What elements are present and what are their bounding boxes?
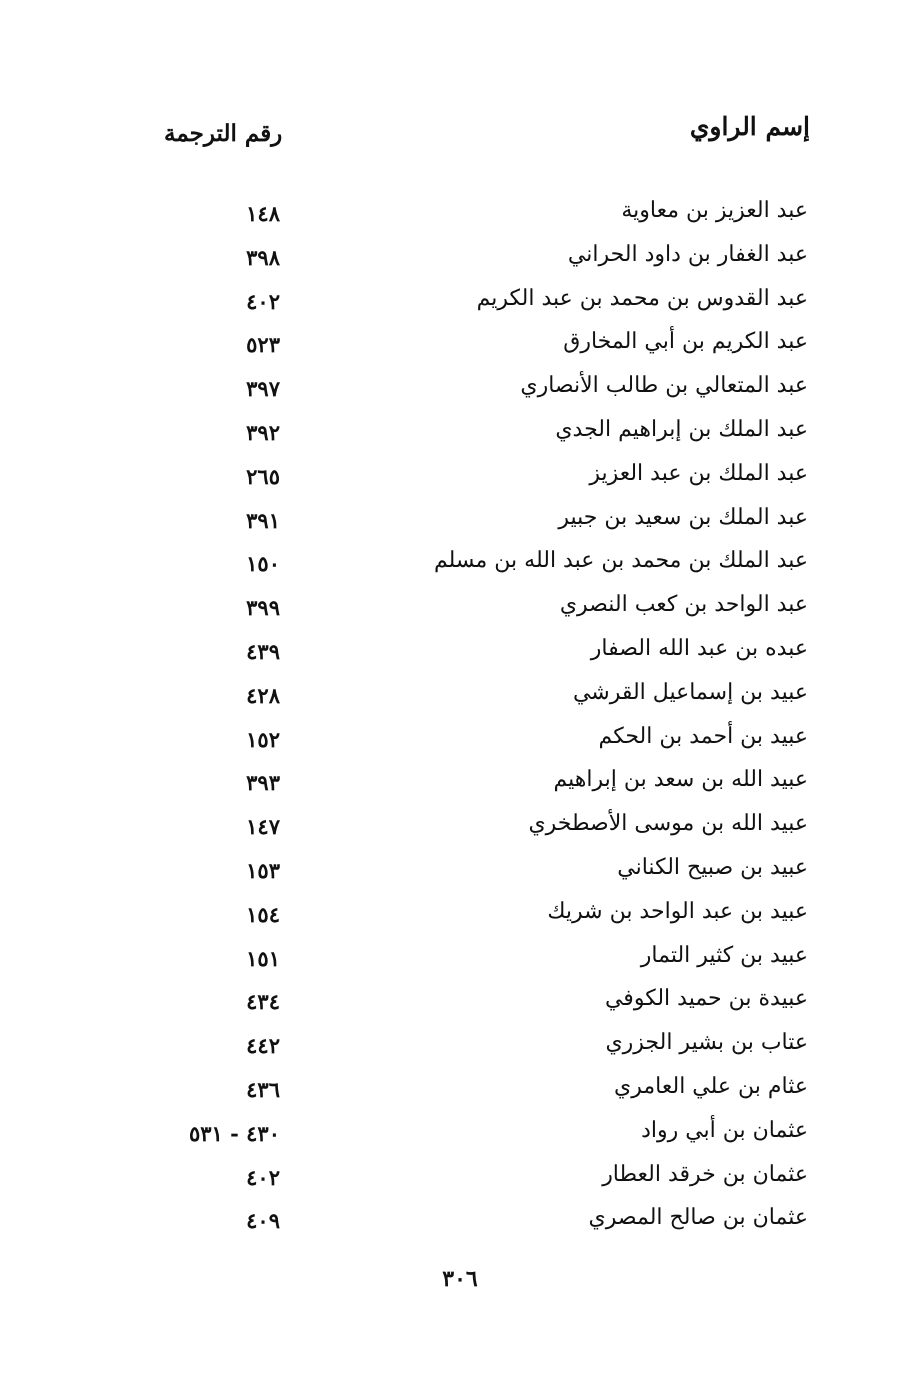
entry-number: ١٥٤ — [246, 901, 280, 927]
entry-number: ١٥٣ — [246, 857, 280, 883]
list-item — [150, 678, 820, 722]
entry-number: ٣٩٣ — [246, 770, 280, 796]
page-number: ٣٠٦ — [442, 1266, 478, 1292]
entry-number: ١٥٠ — [246, 551, 280, 577]
narrator-name: عبيد بن إسماعيل القرشي — [572, 679, 808, 705]
entry-number: ٤٠٩ — [246, 1208, 280, 1234]
entry-number: ٣٩٩ — [246, 595, 280, 621]
entry-number: ٣٩٨ — [246, 244, 280, 270]
narrator-name: عبيد بن أحمد بن الحكم — [598, 723, 808, 749]
list-item — [150, 1072, 820, 1116]
entry-number: ٣٩١ — [246, 507, 280, 533]
list-item — [150, 941, 820, 985]
entry-number: ٥٢٣ — [246, 332, 280, 358]
entry-number: ١٤٧ — [246, 814, 280, 840]
entry-number: ٤٤٢ — [246, 1033, 280, 1059]
narrator-name: عثمان بن أبي رواد — [641, 1117, 808, 1143]
entry-number: ٣٩٢ — [246, 419, 280, 445]
list-item — [150, 1116, 820, 1160]
narrator-name: عبد المتعالي بن طالب الأنصاري — [520, 373, 808, 399]
list-item — [150, 284, 820, 328]
narrator-list — [150, 196, 820, 1247]
list-item — [150, 503, 820, 547]
narrator-name: عبد العزيز بن معاوية — [621, 198, 808, 223]
narrator-name: عبد الكريم بن أبي المخارق — [563, 329, 808, 355]
narrator-name: عبد الملك بن عبد العزيز — [589, 460, 808, 486]
entry-number: ٤٣٠ - ٥٣١ — [188, 1120, 280, 1146]
list-item — [150, 1160, 820, 1204]
entry-number: ١٥١ — [246, 945, 280, 971]
entry-number: ٤٣٤ — [246, 989, 280, 1015]
narrator-name: عتاب بن بشير الجزري — [605, 1030, 808, 1056]
list-item — [150, 1203, 820, 1247]
narrator-name: عبد الملك بن محمد بن عبد الله بن مسلم — [433, 548, 808, 574]
narrator-name: عبد الواحد بن كعب النصري — [559, 592, 808, 618]
narrator-name: عبد القدوس بن محمد بن عبد الكريم — [476, 285, 808, 311]
narrator-name: عثمان بن خرقد العطار — [602, 1161, 808, 1187]
list-item — [150, 415, 820, 459]
narrator-name: عبد الغفار بن داود الحراني — [567, 241, 808, 267]
narrator-name: عبيد بن عبد الواحد بن شريك — [547, 898, 808, 924]
entry-number: ١٤٨ — [246, 201, 280, 226]
list-item — [150, 634, 820, 678]
entry-number: ٤٣٩ — [246, 638, 280, 664]
narrator-name: عبد الملك بن سعيد بن جبير — [558, 504, 808, 530]
entry-number: ٤٣٦ — [246, 1076, 280, 1102]
list-item — [150, 897, 820, 941]
entry-number: ٤٢٨ — [246, 682, 280, 708]
list-item — [150, 459, 820, 503]
entry-number: ٤٠٢ — [246, 288, 280, 314]
narrator-name: عبيد بن صبيح الكناني — [617, 854, 808, 880]
list-item — [150, 722, 820, 766]
list-item — [150, 196, 820, 240]
narrator-name: عبيد الله بن سعد بن إبراهيم — [553, 767, 808, 793]
list-item — [150, 1028, 820, 1072]
list-item — [150, 546, 820, 590]
narrator-name: عبيدة بن حميد الكوفي — [604, 986, 808, 1012]
list-item — [150, 240, 820, 284]
list-item — [150, 984, 820, 1028]
list-item — [150, 590, 820, 634]
narrator-name: عبد الملك بن إبراهيم الجدي — [555, 416, 808, 442]
table-header — [150, 112, 810, 152]
entry-number: ٢٦٥ — [246, 463, 280, 489]
narrator-name: عبيد بن كثير التمار — [640, 942, 808, 968]
list-item — [150, 853, 820, 897]
narrator-name: عثمان بن صالح المصري — [588, 1205, 808, 1231]
entry-number-column-header: رقم الترجمة — [164, 120, 283, 147]
list-item — [150, 765, 820, 809]
list-item — [150, 327, 820, 371]
narrator-name: عثام بن علي العامري — [614, 1073, 808, 1099]
entry-number: ٣٩٧ — [246, 376, 280, 402]
entry-number: ١٥٢ — [246, 726, 280, 752]
list-item — [150, 371, 820, 415]
narrator-name: عبيد الله بن موسى الأصطخري — [528, 811, 808, 837]
entry-number: ٤٠٢ — [246, 1164, 280, 1190]
narrator-name: عبده بن عبد الله الصفار — [590, 635, 808, 661]
list-item — [150, 809, 820, 853]
narrator-name-column-header: إسم الراوي — [689, 112, 810, 141]
